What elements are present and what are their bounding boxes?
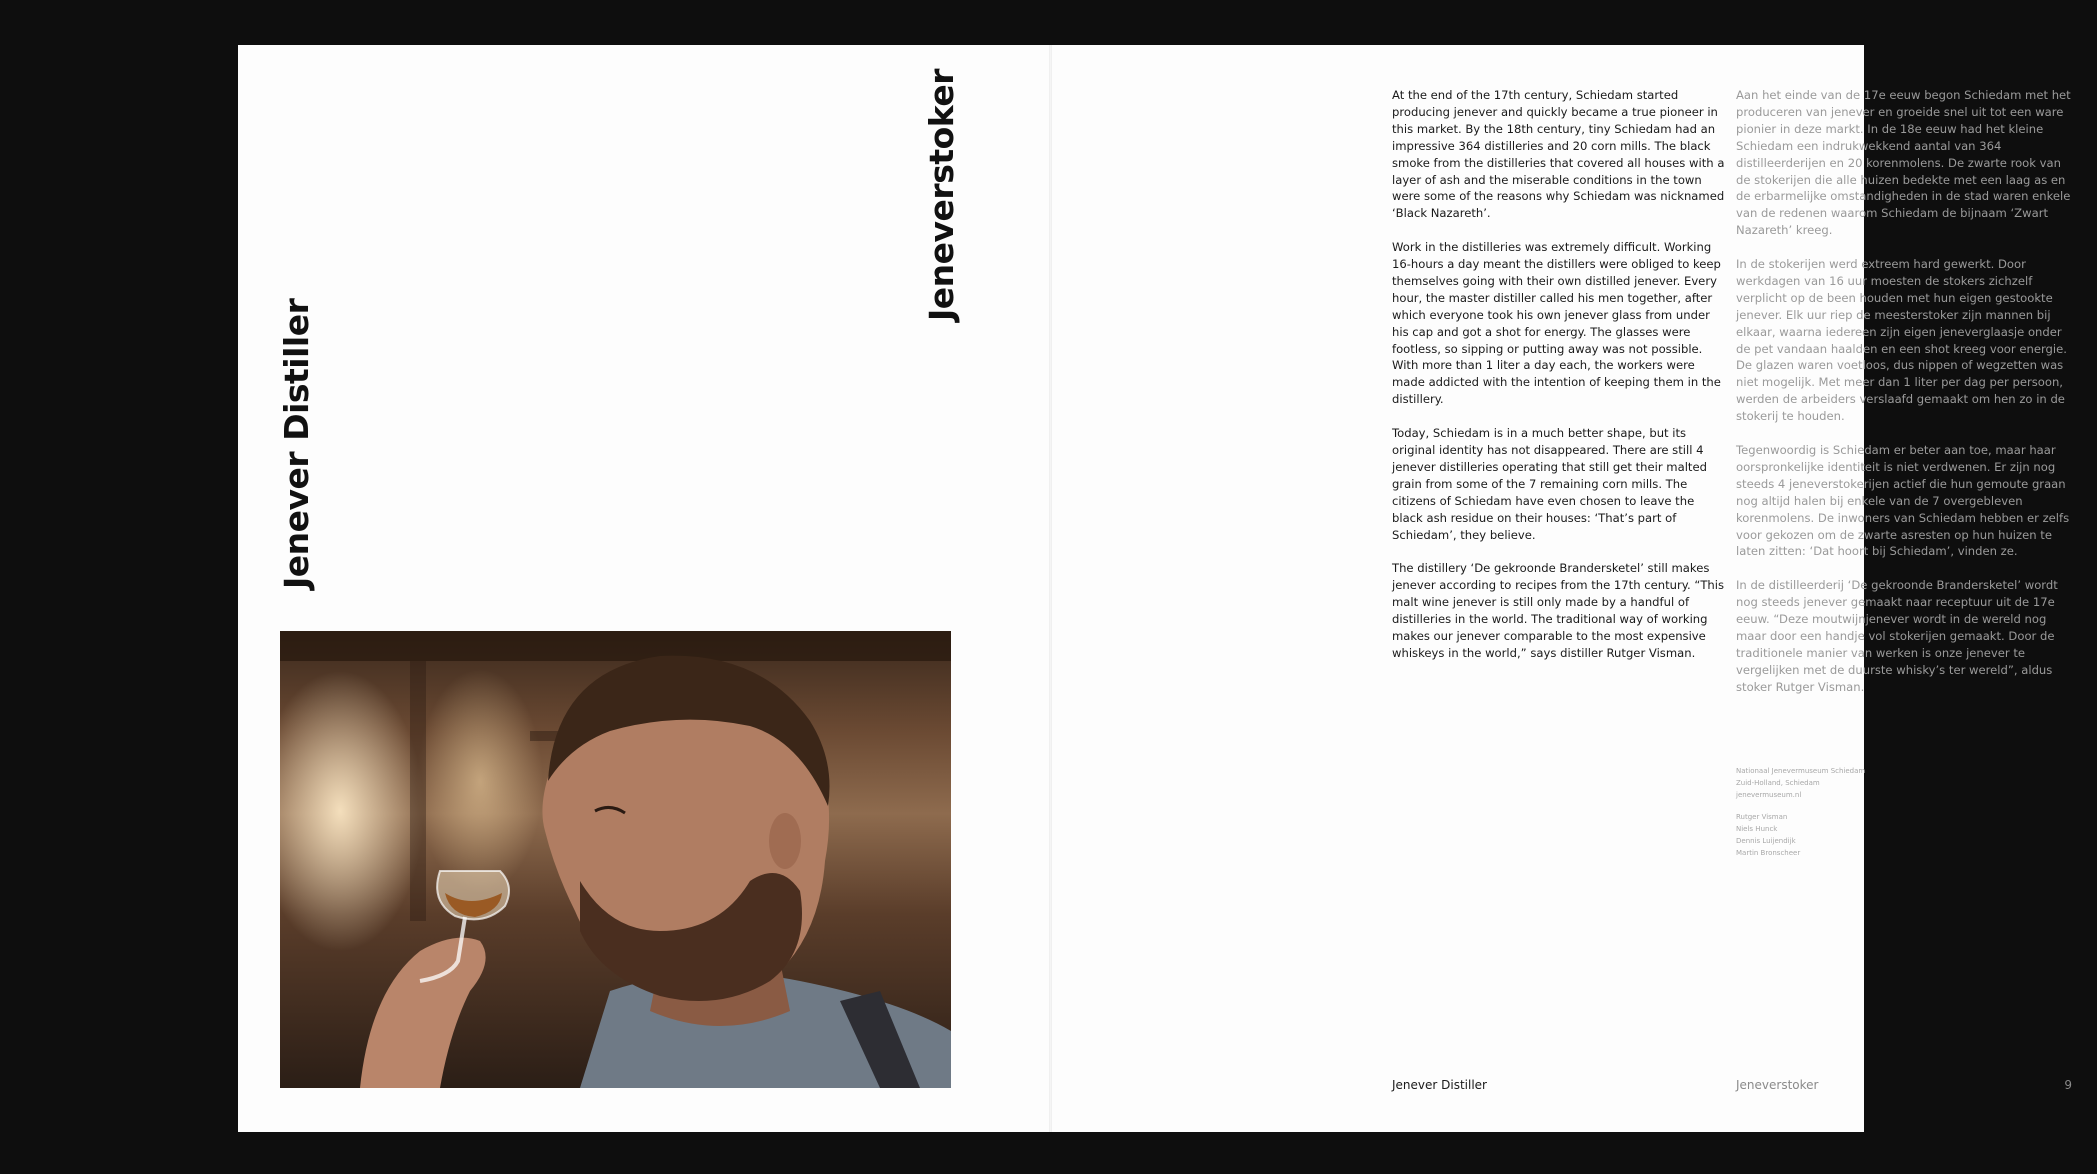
footer-title-english: Jenever Distiller [1392, 1078, 1487, 1092]
english-text-column [1392, 87, 1728, 679]
page-number: 9 [2064, 1078, 2072, 1092]
credit-line: Nationaal Jenevermuseum Schiedam [1736, 767, 1866, 775]
credit-line: Niels Hunck [1736, 825, 1778, 833]
dutch-text-column [1736, 87, 2071, 712]
english-paragraph: Work in the distilleries was extremely difficult. Working 16-hours a day meant the distillers were obliged to keep themselves going with their own distilled jenever. Every hour, the master distiller called his men together, after which everyone took his own jenever glass from under his cap and got a shot for energy. The glasses were footless, so sipping or putting away was not possible. With more than 1 liter a day each, the workers were made addicted with the intention of keeping them in the distillery. [1392, 240, 1721, 407]
vertical-title-english: Jenever Distiller [277, 298, 316, 589]
distiller-photo [280, 631, 951, 1088]
english-paragraph: Today, Schiedam is in a much better shape, but its original identity has not disappeared. There are still 4 jenever distilleries operating that still get their malted grain from some of the 7 remaining corn mills. The citizens of Schiedam have even chosen to leave the black ash residue on their houses: ‘That’s part of Schiedam’, they believe. [1392, 426, 1707, 542]
footer-title-dutch: Jeneverstoker [1736, 1078, 1819, 1092]
credit-line: Martin Bronscheer [1736, 849, 1801, 857]
dutch-paragraph: In de stokerijen werd extreem hard gewerkt. Door werkdagen van 16 uur moesten de stokers zichzelf verplicht op de been houden met hun eigen gestookte jenever. Elk uur riep de meesterstoker zijn mannen bij elkaar, waarna iedereen zijn eigen jeneverglaasje onder de pet vandaan haalden en een shot kreeg voor energie. De glazen waren voetloos, dus nippen of wegzetten was niet mogelijk. Met meer dan 1 liter per dag per persoon, werden de arbeiders verslaafd gemaakt om hen zo in de stokerij te houden. [1736, 257, 2067, 424]
credit-line: Rutger Visman [1736, 813, 1788, 821]
credit-line: jenevermuseum.nl [1736, 791, 1802, 799]
vertical-title-dutch: Jeneverstoker [922, 68, 961, 321]
credit-line: Dennis Luijendijk [1736, 837, 1796, 845]
distiller-figure [280, 631, 951, 1088]
people-credits [1736, 811, 1936, 859]
dutch-paragraph: In de distilleerderij ‘De gekroonde Brandersketel’ wordt nog steeds jenever gemaakt naar receptuur uit de 17e eeuw. “Deze moutwijnjenever wordt in de wereld nog maar door een handje vol stokerijen gemaakt. Door de traditionele manier van werken is onze jenever te vergelijken met de duurste whisky’s ter wereld”, aldus stoker Rutger Visman. [1736, 578, 2058, 694]
location-credits [1736, 765, 1936, 801]
dutch-paragraph: Tegenwoordig is Schiedam er beter aan toe, maar haar oorspronkelijke identiteit is niet verdwenen. Er zijn nog steeds 4 jeneverstokerijen actief die hun gemoute graan nog altijd halen bij enkele van de 7 overgebleven korenmolens. De inwoners van Schiedam hebben er zelfs voor gekozen om de zwarte asresten op hun huizen te laten zitten: ‘Dat hoort bij Schiedam’, vinden ze. [1736, 443, 2070, 559]
right-page [1052, 45, 2072, 1132]
english-paragraph: The distillery ‘De gekroonde Brandersketel’ still makes jenever according to recipes from the 17th century. “This malt wine jenever is still only made by a handful of distilleries in the world. The traditional way of working makes our jenever comparable to the most expensive whiskeys in the world,” says distiller Rutger Visman. [1392, 561, 1725, 660]
english-paragraph: At the end of the 17th century, Schiedam started producing jenever and quickly became a true pioneer in this market. By the 18th century, tiny Schiedam had an impressive 364 distilleries and 20 corn mills. The black smoke from the distilleries that covered all houses with a layer of ash and the miserable conditions in the town were some of the reasons why Schiedam was nicknamed ‘Black Nazareth’. [1392, 88, 1725, 221]
credit-line: Zuid-Holland, Schiedam [1736, 779, 1820, 787]
left-page [238, 45, 1050, 1132]
dutch-paragraph: Aan het einde van de 17e eeuw begon Schiedam met het produceren van jenever en groeide snel uit tot een ware pionier in deze markt. In de 18e eeuw had het kleine Schiedam een indrukwekkend aantal van 364 distilleerderijen en 20 korenmolens. De zwarte rook van de stokerijen die alle huizen bedekte met een laag as en de erbarmelijke omstandigheden in de stad waren enkele van de redenen waarom Schiedam de bijnaam ‘Zwart Nazareth’ kreeg. [1736, 88, 2071, 238]
magazine-spread [238, 45, 2072, 1132]
